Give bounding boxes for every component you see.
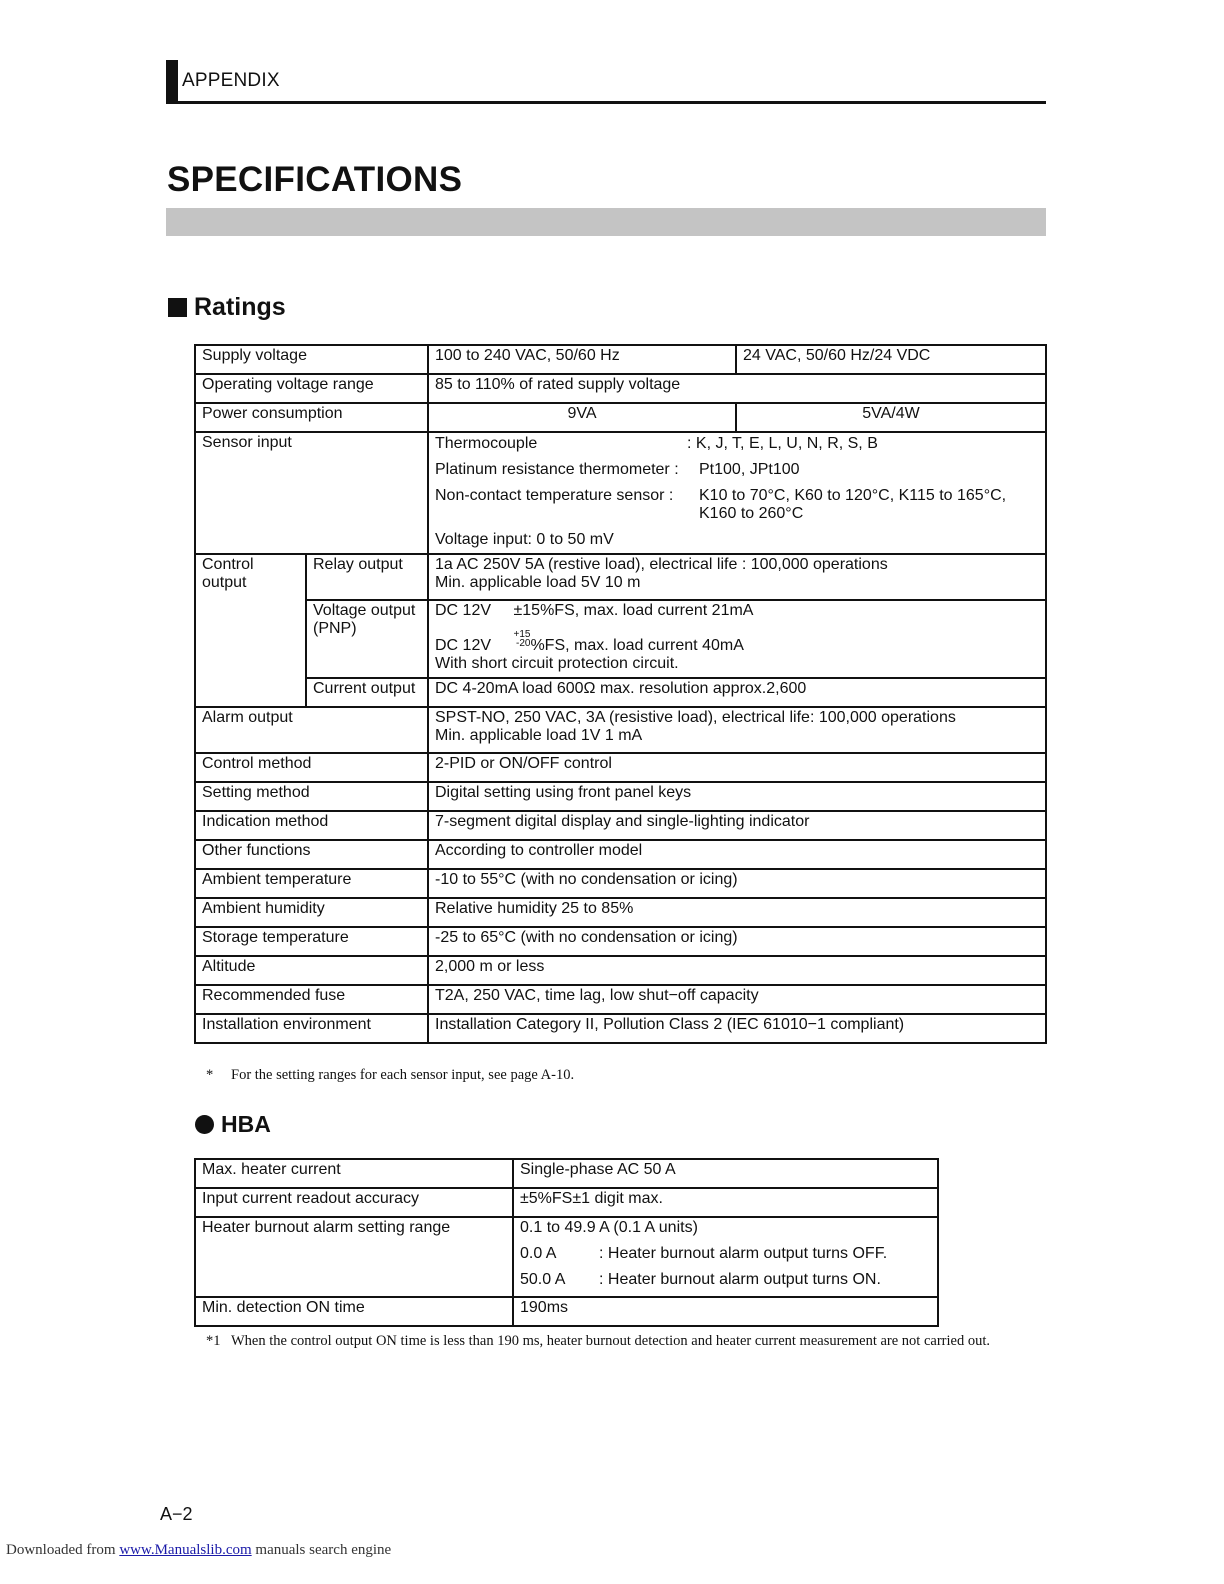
table-cell-label: Alarm output [195,707,428,753]
table-cell-sublabel: Current output [306,678,428,707]
table-cell-label: Operating voltage range [195,374,428,403]
table-row [195,869,1046,898]
table-cell-label: Control output [195,554,306,707]
cell-key: 50.0 A [520,1271,566,1288]
sensor-key: Non-contact temperature sensor : [435,487,674,504]
cell-key: 0.0 A [520,1245,557,1262]
table-row [195,956,1046,985]
table-row [195,345,1046,374]
cell-line [435,630,1039,655]
hba-heading [195,1111,271,1138]
table-row [195,753,1046,782]
table-cell-label: Heater burnout alarm setting range [195,1217,513,1297]
table-cell: 2-PID or ON/OFF control [428,753,1046,782]
table-cell-label: Indication method [195,811,428,840]
header-bar [166,60,178,104]
cell-text: DC 12V [435,602,492,619]
table-row [195,985,1046,1014]
tolerance-fraction [513,630,530,648]
footnote-mark: * [206,1067,214,1083]
cell-line: Min. applicable load 5V 10 m [435,574,641,591]
sensor-line [435,461,1039,479]
table-cell: 5VA/4W [736,403,1046,432]
cell-value: : Heater burnout alarm output turns OFF. [599,1245,888,1262]
table-cell-label: Installation environment [195,1014,428,1043]
sensor-line: Voltage input: 0 to 50 mV [435,531,614,548]
sensor-value: Pt100, JPt100 [699,461,800,478]
table-row [195,600,1046,678]
cell-line: Min. applicable load 1V 1 mA [435,727,643,744]
sensor-line [435,435,1039,453]
sensor-key: Thermocouple [435,435,538,452]
table-cell: ±5%FS±1 digit max. [513,1188,938,1217]
table-row [195,1217,938,1297]
page-title: SPECIFICATIONS [167,160,463,199]
table-cell: 9VA [428,403,736,432]
table-cell: According to controller model [428,840,1046,869]
table-row [195,1159,938,1188]
table-cell-label: Sensor input [195,432,428,554]
table-cell-label: Altitude [195,956,428,985]
table-cell: -10 to 55°C (with no condensation or icing) [428,869,1046,898]
table-row [195,1188,938,1217]
table-cell: Relative humidity 25 to 85% [428,898,1046,927]
cell-text: %FS, max. load current 40mA [530,637,744,654]
cell-line [520,1271,931,1289]
table-row [195,811,1046,840]
table-cell-label: Max. heater current [195,1159,513,1188]
table-cell: 24 VAC, 50/60 Hz/24 VDC [736,345,1046,374]
table-row [195,403,1046,432]
table-row [195,554,1046,600]
round-bullet-icon [195,1115,214,1134]
table-cell: 190ms [513,1297,938,1326]
cell-text: DC 12V [435,637,492,654]
table-cell: Installation Category II, Pollution Class 2 (IEC 61010−1 compliant) [428,1014,1046,1043]
header-rule [166,101,1046,104]
table-cell [513,1217,938,1297]
table-row [195,707,1046,753]
table-cell: T2A, 250 VAC, time lag, low shut−off capacity [428,985,1046,1014]
table-cell: Single-phase AC 50 A [513,1159,938,1188]
footnote-text: When the control output ON time is less than 190 ms, heater burnout detection and heater current measurement are not carried out. [231,1333,990,1349]
table-cell-label: Ambient humidity [195,898,428,927]
cell-line: SPST-NO, 250 VAC, 3A (resistive load), electrical life: 100,000 operations [435,709,956,726]
cell-line [435,602,1039,620]
footer-link[interactable]: www.Manualslib.com [119,1542,252,1558]
title-band [166,208,1046,236]
table-cell: 2,000 m or less [428,956,1046,985]
table-row [195,678,1046,707]
sensor-line [435,487,1039,523]
table-row [195,782,1046,811]
footer-suffix: manuals search engine [255,1542,392,1558]
sensor-input-cell [428,432,1046,554]
cell-text: ±15%FS, max. load current 21mA [513,602,754,619]
table-cell: 85 to 110% of rated supply voltage [428,374,1046,403]
table-row [195,927,1046,956]
cell-line: 0.1 to 49.9 A (0.1 A units) [520,1219,698,1236]
ratings-table [194,344,1047,1044]
table-cell-label: Input current readout accuracy [195,1188,513,1217]
table-cell [428,554,1046,600]
table-row [195,898,1046,927]
table-cell [428,707,1046,753]
cell-line [520,1245,931,1263]
table-cell-label: Power consumption [195,403,428,432]
table-cell-label: Other functions [195,840,428,869]
square-bullet-icon [168,298,187,317]
table-cell: Digital setting using front panel keys [428,782,1046,811]
hba-heading-text: HBA [221,1111,271,1137]
table-cell-label: Storage temperature [195,927,428,956]
table-cell-sublabel: Relay output [306,554,428,600]
section-label: APPENDIX [182,70,280,91]
hba-table [194,1158,939,1327]
hba-footnote [206,1333,1046,1350]
table-cell-label: Control method [195,753,428,782]
tolerance-upper: +15 [513,629,531,640]
table-row [195,432,1046,554]
table-row [195,840,1046,869]
tolerance-lower: -20 [516,638,531,649]
table-cell-label: Ambient temperature [195,869,428,898]
table-cell [428,600,1046,678]
ratings-footnote [206,1067,574,1084]
page-number: A−2 [160,1504,193,1524]
table-row [195,1014,1046,1043]
footer-prefix: Downloaded from [6,1542,116,1558]
table-cell-label: Recommended fuse [195,985,428,1014]
table-cell-label: Supply voltage [195,345,428,374]
cell-line: With short circuit protection circuit. [435,655,679,672]
table-cell: 7-segment digital display and single-lighting indicator [428,811,1046,840]
table-cell-sublabel: Voltage output (PNP) [306,600,428,678]
table-cell: 100 to 240 VAC, 50/60 Hz [428,345,736,374]
table-row [195,374,1046,403]
table-cell: DC 4-20mA load 600Ω max. resolution approx.2,600 [428,678,1046,707]
download-footer [6,1542,391,1559]
cell-line: 1a AC 250V 5A (restive load), electrical life : 100,000 operations [435,556,888,573]
table-cell-label: Setting method [195,782,428,811]
table-cell: -25 to 65°C (with no condensation or icing) [428,927,1046,956]
sensor-value: : K, J, T, E, L, U, N, R, S, B [687,435,878,452]
footnote-mark: *1 [206,1333,221,1349]
ratings-heading-text: Ratings [194,293,286,321]
sensor-value: K10 to 70°C, K60 to 120°C, K115 to 165°C, K160 to 260°C [699,487,1007,522]
cell-value: : Heater burnout alarm output turns ON. [599,1271,881,1288]
ratings-heading [168,293,286,322]
table-cell-label: Min. detection ON time [195,1297,513,1326]
sensor-key: Platinum resistance thermometer : [435,461,679,478]
footnote-text: For the setting ranges for each sensor input, see page A-10. [231,1067,575,1083]
table-row [195,1297,938,1326]
